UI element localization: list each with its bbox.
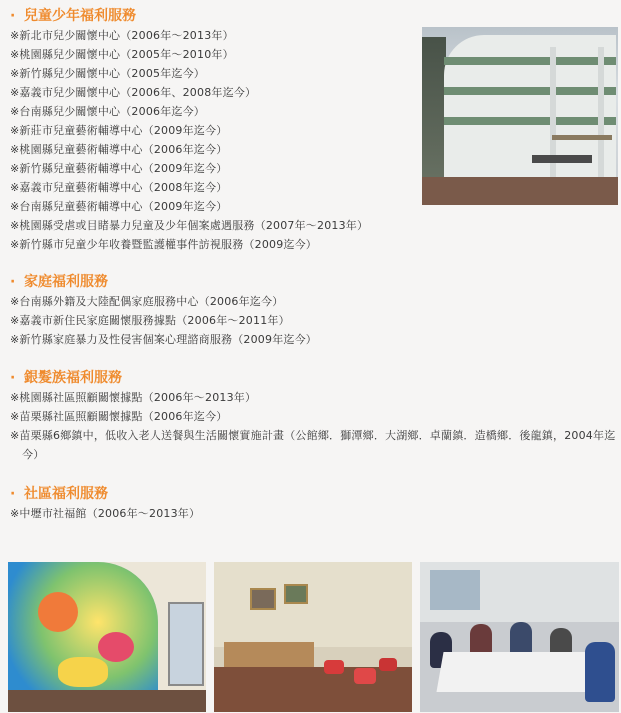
mural-shape (98, 632, 134, 662)
stool (354, 668, 376, 684)
list-item: ※桃園縣兒少關懷中心（2005年～2010年） (10, 48, 234, 61)
list-item: ※嘉義市兒童藝術輔導中心（2008年迄今） (10, 181, 228, 194)
door-shape (168, 602, 204, 686)
picture-frame (250, 588, 276, 610)
list-item: ※嘉義市兒少關懷中心（2006年、2008年迄今） (10, 86, 257, 99)
floor (214, 667, 412, 712)
list-item: ※新竹縣兒童藝術輔導中心（2009年迄今） (10, 162, 228, 175)
section-heading: · 家庭福利服務 (10, 274, 108, 290)
list-item: ※台南縣兒少關懷中心（2006年迄今） (10, 105, 206, 118)
list-item: ※中壢市社福館（2006年～2013年） (10, 507, 201, 520)
section-community (10, 484, 200, 523)
list-item: ※桃園縣社區照顧關懷據點（2006年～2013年） (10, 391, 257, 404)
classroom-photo (420, 562, 619, 712)
building-band (444, 117, 616, 125)
stool (379, 658, 397, 671)
building-sign (532, 155, 592, 163)
list-item: ※台南縣外籍及大陸配偶家庭服務中心（2006年迄今） (10, 295, 284, 308)
room-wall (214, 562, 412, 647)
list-item: ※桃園縣受虐或目睹暴力兒童及少年個案處遇服務（2007年～2013年） (10, 219, 369, 232)
section-heading: · 銀髮族福利服務 (10, 370, 122, 386)
list-item: ※新莊市兒童藝術輔導中心（2009年迄今） (10, 124, 228, 137)
list-item: ※桃園縣兒童藝術輔導中心（2006年迄今） (10, 143, 228, 156)
playroom-photo (214, 562, 412, 712)
stool (324, 660, 344, 674)
list-item: ※苗栗縣6鄉鎮中，低收入老人送餐與生活關懷實施計畫（公館鄉．獅潭鄉．大湖鄉．卓蘭鎮．造橋鄉．後龍鎮，2004年迄今） (10, 429, 616, 461)
section-elderly (10, 368, 621, 464)
mural-shape (38, 592, 78, 632)
building-column (598, 47, 604, 187)
list-item: ※嘉義市新住民家庭關懷服務據點（2006年～2011年） (10, 314, 290, 327)
building-photo (422, 27, 618, 205)
section-family (10, 272, 317, 349)
list-item: ※台南縣兒童藝術輔導中心（2009年迄今） (10, 200, 228, 213)
section-children (10, 6, 368, 254)
picture-frame (284, 584, 308, 604)
building-band (444, 87, 616, 95)
table-shape (436, 652, 603, 692)
building-band (444, 57, 616, 65)
person-shape (585, 642, 615, 702)
section-heading: · 兒童少年福利服務 (10, 8, 136, 24)
list-item: ※新北市兒少關懷中心（2006年～2013年） (10, 29, 234, 42)
window (430, 570, 480, 610)
ground (422, 177, 618, 205)
building-sign (552, 135, 612, 140)
list-item: ※苗栗縣社區照顧關懷據點（2006年迄今） (10, 410, 228, 423)
list-item: ※新竹縣市兒童少年收養暨監護權事件訪視服務（2009迄今） (10, 238, 318, 251)
floor (8, 690, 206, 712)
list-item: ※新竹縣家庭暴力及性侵害個案心理諮商服務（2009年迄今） (10, 333, 318, 346)
section-heading: · 社區福利服務 (10, 486, 108, 502)
list-item: ※新竹縣兒少關懷中心（2005年迄今） (10, 67, 206, 80)
mural-photo (8, 562, 206, 712)
building-column (550, 47, 556, 187)
mural-shape (58, 657, 108, 687)
